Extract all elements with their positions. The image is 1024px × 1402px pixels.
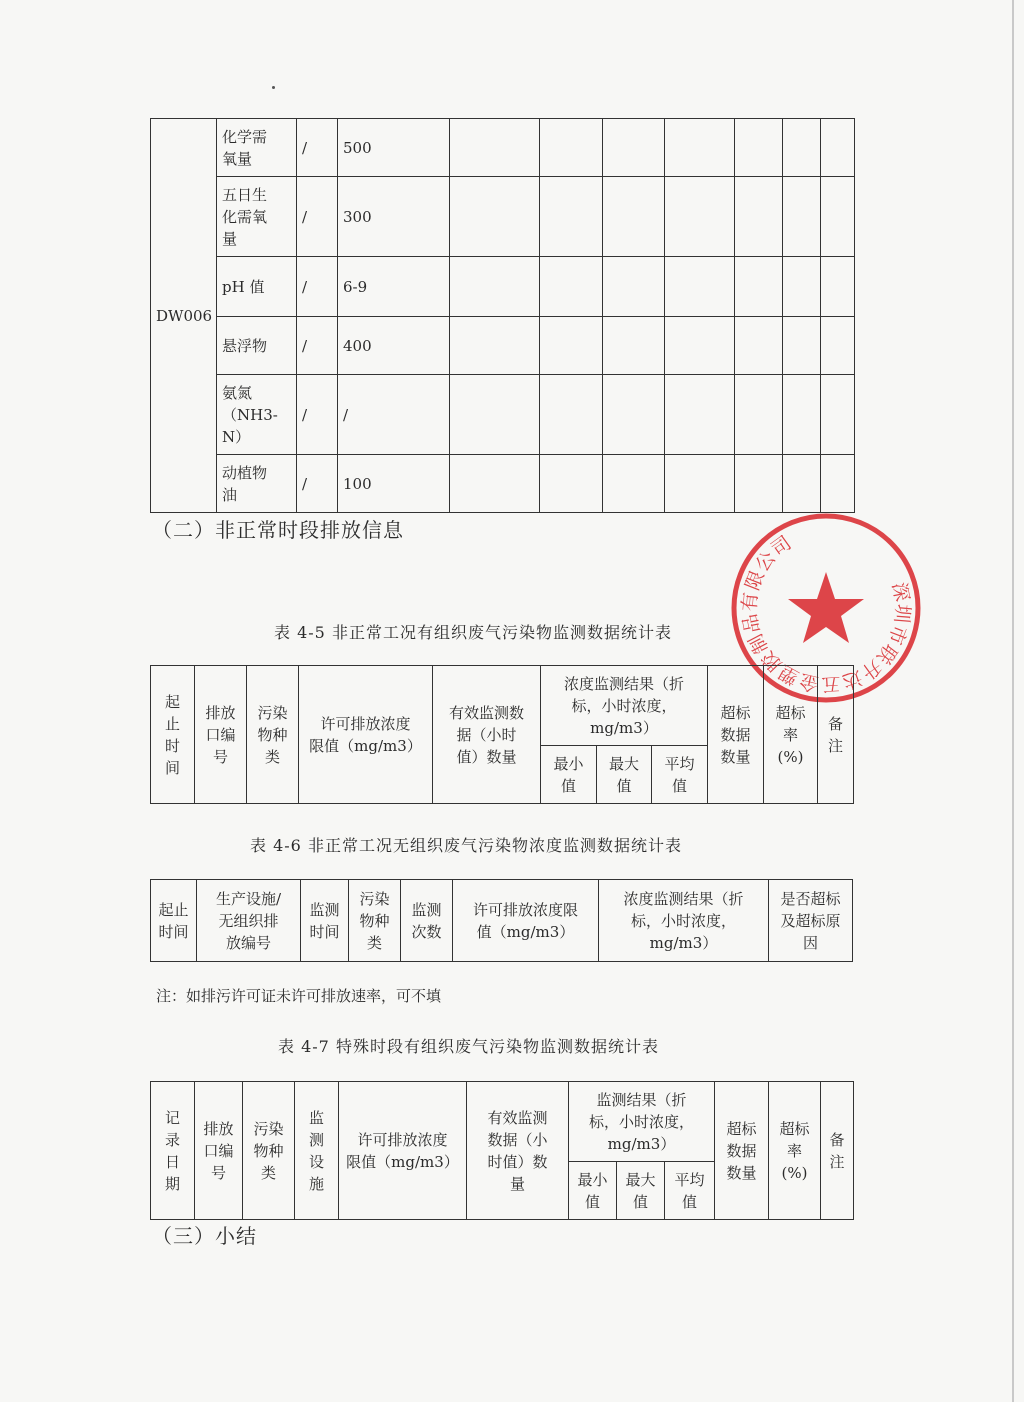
header-limit: 许可排放浓度 限值（mg/m3） [339,1082,467,1220]
rate-cell: / [297,119,338,177]
header-result: 浓度监测结果（折 标，小时浓度， mg/m3） [599,880,769,962]
header-exceed: 是否超标 及超标原 因 [769,880,853,962]
seal-text: 深圳市联升达五金塑胶制品有限公司 [738,531,914,696]
header-min: 最小 值 [569,1162,617,1220]
header-min: 最小 值 [541,746,597,804]
header-exceed-n: 超标 数据 数量 [715,1082,769,1220]
header-valid: 有效监测 数据（小 时值）数 量 [467,1082,569,1220]
header-facility: 生产设施/ 无组织排 放编号 [197,880,301,962]
rate-cell: / [297,455,338,513]
section-heading-3: （三）小结 [152,1224,257,1248]
header-valid: 有效监测数 据（小时 值）数量 [433,666,541,804]
header-pollutant: 污染 物种 类 [243,1082,295,1220]
water-pollutant-table [150,118,855,513]
rate-cell: / [297,317,338,375]
pollutant-cell: pH 值 [217,257,297,317]
scan-edge-line [1012,0,1014,1402]
header-exceed-rate: 超标 率 (%) [769,1082,821,1220]
note-text: 注：如排污许可证未许可排放速率，可不填 [156,987,442,1005]
rate-cell: / [297,375,338,455]
limit-cell: 300 [338,177,450,257]
table-4-6 [150,879,853,962]
header-count: 监测 次数 [401,880,453,962]
header-time: 起 止 时 间 [151,666,195,804]
header-conc: 浓度监测结果（折 标，小时浓度， mg/m3） [541,666,708,746]
table-4-5-caption: 表 4-5 非正常工况有组织废气污染物监测数据统计表 [274,623,672,642]
rate-cell: / [297,177,338,257]
pollutant-cell: 化学需 氧量 [217,119,297,177]
header-outlet: 排放 口编 号 [195,666,247,804]
header-date: 记 录 日 期 [151,1082,195,1220]
table-4-6-caption: 表 4-6 非正常工况无组织废气污染物浓度监测数据统计表 [250,836,682,855]
table-4-7-caption: 表 4-7 特殊时段有组织废气污染物监测数据统计表 [278,1037,659,1056]
table-4-5 [150,665,854,804]
header-monitor-time: 监测 时间 [301,880,349,962]
limit-cell: 6-9 [338,257,450,317]
limit-cell: / [338,375,450,455]
speck [272,86,275,89]
header-exceed-n: 超标 数据 数量 [708,666,764,804]
header-max: 最大 值 [597,746,652,804]
table-4-7 [150,1081,854,1220]
header-pollutant: 污染 物种 类 [247,666,299,804]
pollutant-cell: 五日生 化需氧 量 [217,177,297,257]
pollutant-cell: 动植物 油 [217,455,297,513]
header-time: 起止 时间 [151,880,197,962]
header-limit: 许可排放浓度限 值（mg/m3） [453,880,599,962]
limit-cell: 500 [338,119,450,177]
header-remark: 备 注 [821,1082,854,1220]
seal-star-icon [788,572,864,643]
header-exceed-rate: 超标 率 (%) [764,666,818,804]
outlet-code: DW006 [151,119,217,513]
header-avg: 平均 值 [665,1162,715,1220]
header-result: 监测结果（折 标，小时浓度， mg/m3） [569,1082,715,1162]
header-facility: 监 测 设 施 [295,1082,339,1220]
pollutant-cell: 氨氮 （NH3- N） [217,375,297,455]
header-outlet: 排放 口编 号 [195,1082,243,1220]
limit-cell: 100 [338,455,450,513]
header-avg: 平均 值 [652,746,708,804]
pollutant-cell: 悬浮物 [217,317,297,375]
header-max: 最大 值 [617,1162,665,1220]
rate-cell: / [297,257,338,317]
section-heading-2: （二）非正常时段排放信息 [152,518,404,542]
header-pollutant: 污染 物种 类 [349,880,401,962]
limit-cell: 400 [338,317,450,375]
header-limit: 许可排放浓度 限值（mg/m3） [299,666,433,804]
header-remark: 备 注 [818,666,854,804]
